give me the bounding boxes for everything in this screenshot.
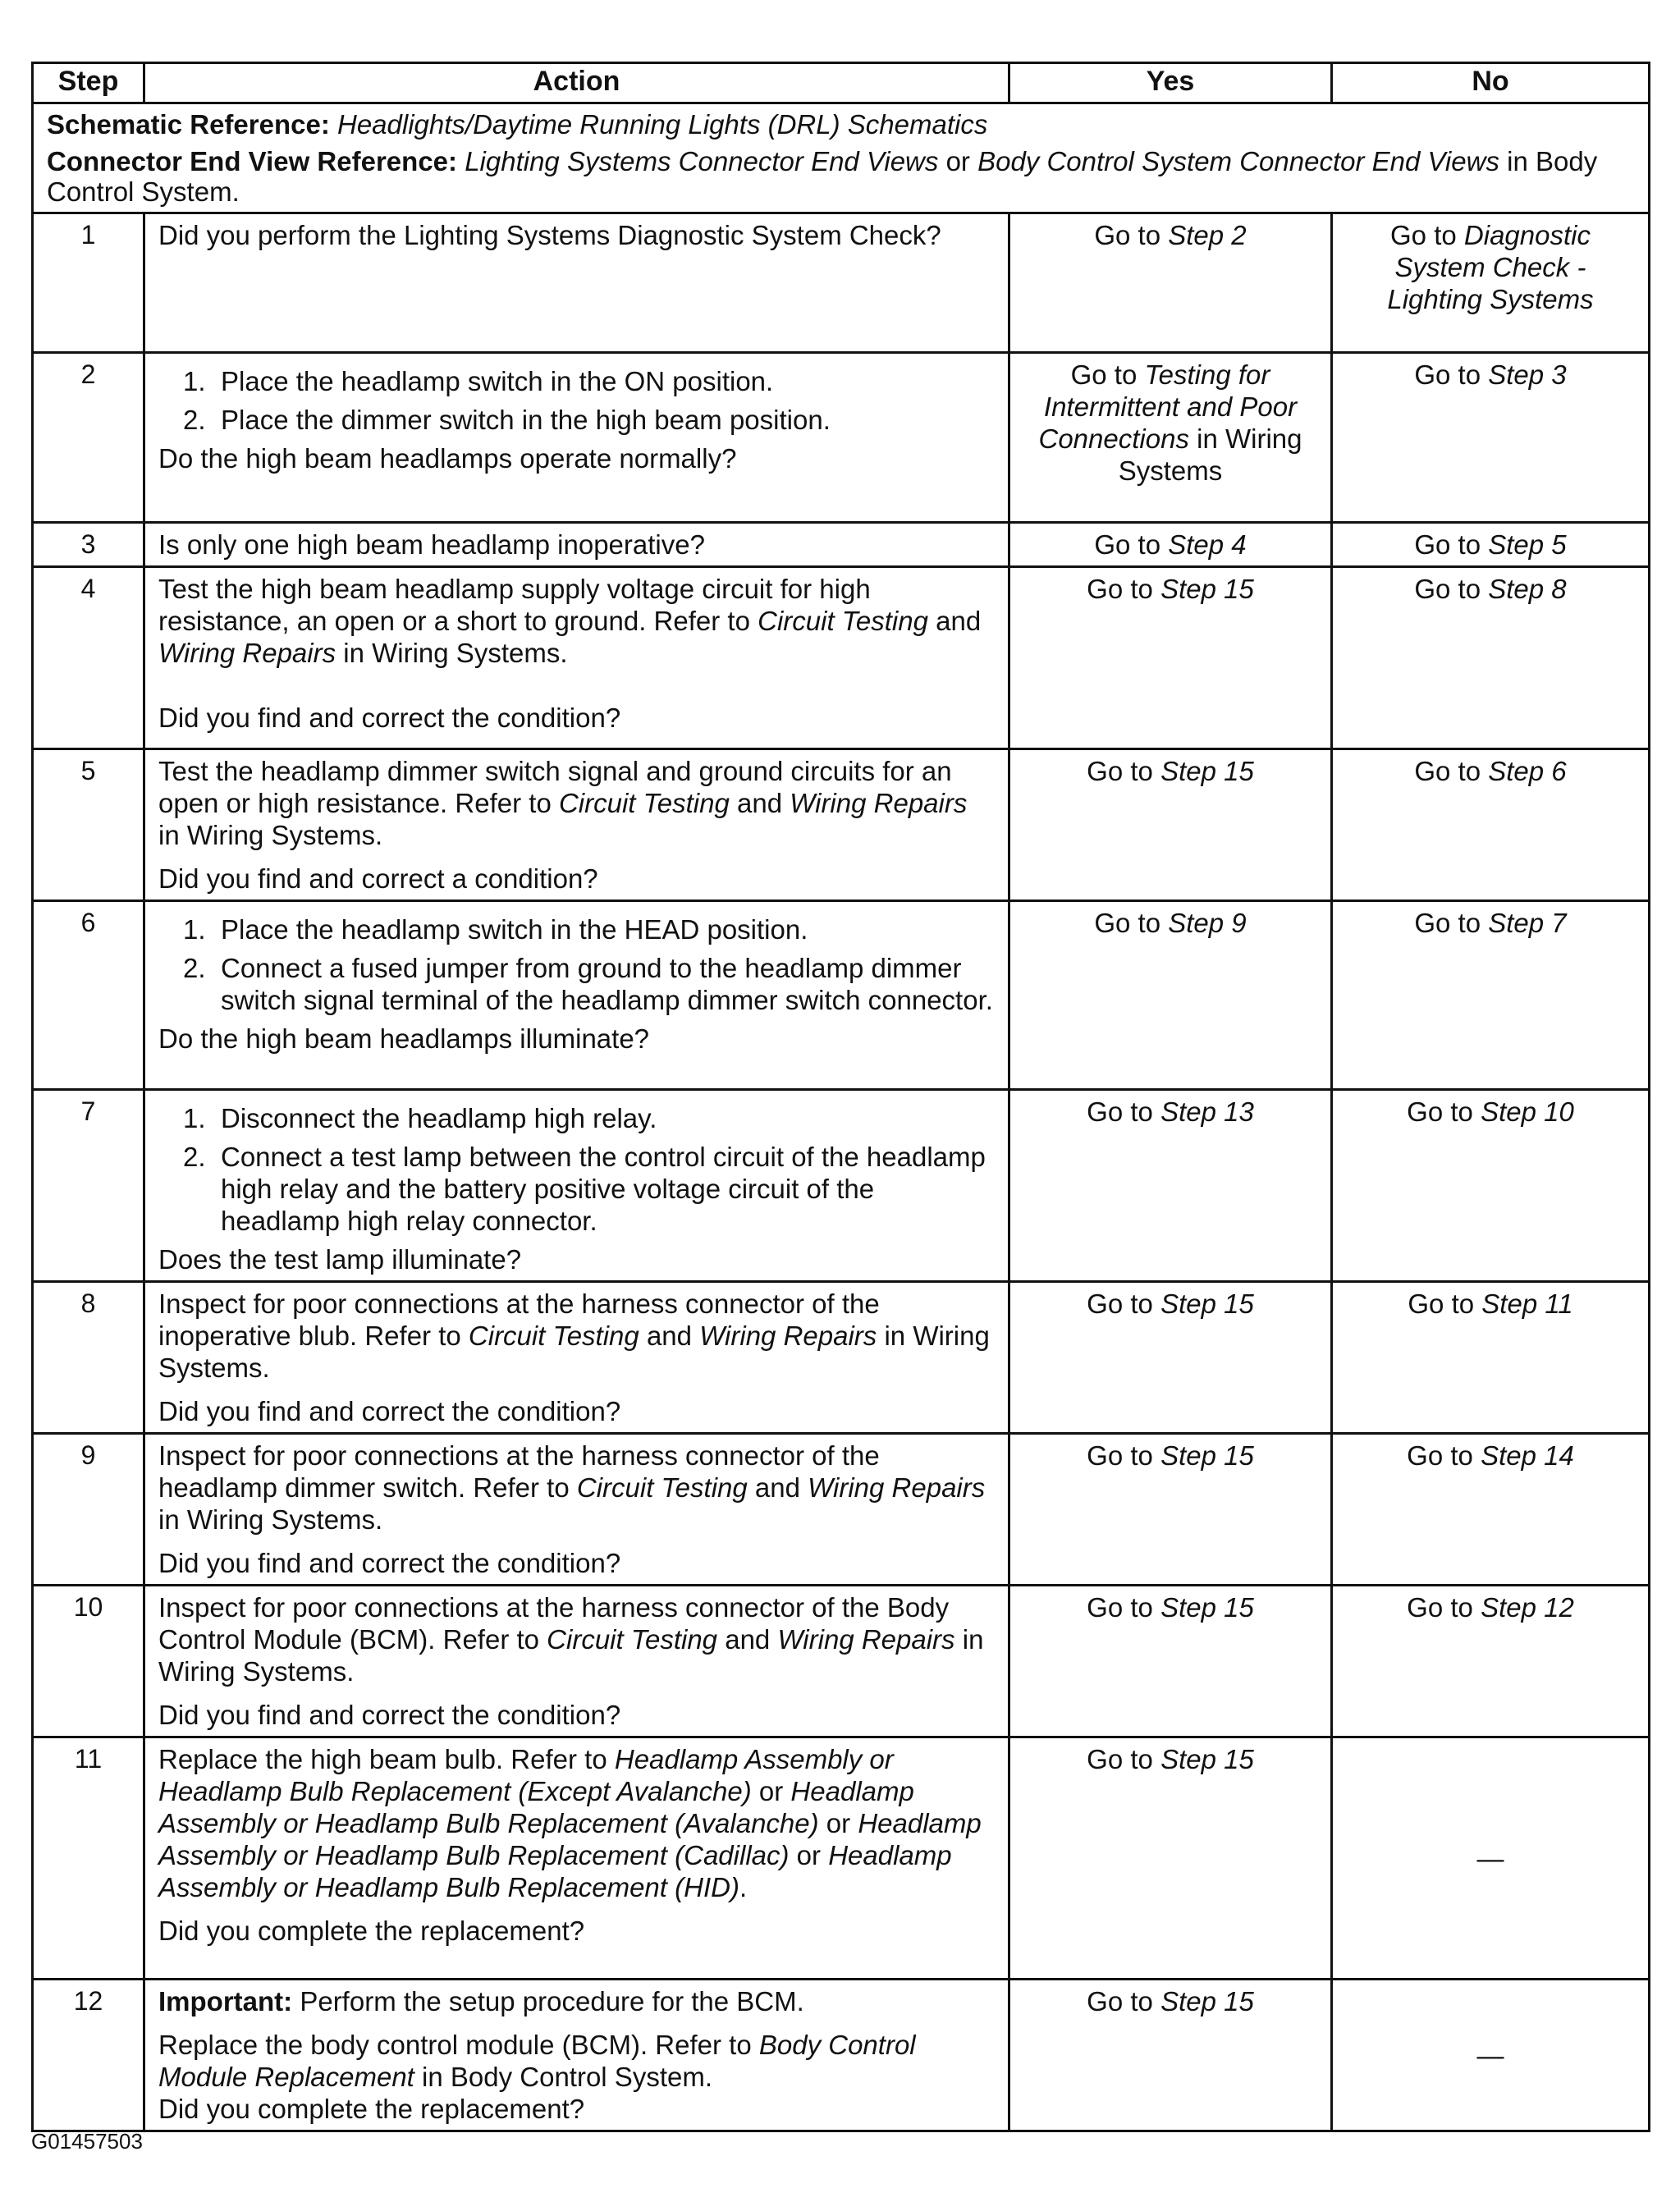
table-row bbox=[33, 1737, 1650, 1980]
no-result: Go to Step 11 bbox=[1332, 1282, 1650, 1434]
table-row bbox=[33, 1586, 1650, 1737]
no-result: Go to Step 10 bbox=[1332, 1090, 1650, 1282]
step-action: Important: Perform the setup procedure for the BCM. Replace the body control module (BCM). Refer to Body Control Module Replacement in Body Control System. Did you complete the replacement? bbox=[144, 1980, 1009, 2131]
no-result: Go to Step 6 bbox=[1332, 749, 1650, 901]
list-item: 2. Place the dimmer switch in the high beam position. bbox=[183, 405, 831, 435]
step-action: Did you perform the Lighting Systems Diagnostic System Check? bbox=[144, 213, 1009, 353]
step-action: Inspect for poor connections at the harness connector of the headlamp dimmer switch. Refer to Circuit Testing and Wiring Repairs in Wiring Systems. Did you find and correct the condition? bbox=[144, 1434, 1009, 1586]
list-item: 1. Place the headlamp switch in the ON position. bbox=[183, 366, 774, 396]
no-result: Go to Step 3 bbox=[1332, 353, 1650, 523]
step-number: 2 bbox=[33, 353, 144, 523]
step-number: 9 bbox=[33, 1434, 144, 1586]
table-row bbox=[33, 353, 1650, 523]
step-number: 6 bbox=[33, 901, 144, 1090]
yes-result: Go to Step 2 bbox=[1009, 213, 1332, 353]
schematic-reference: Schematic Reference: Headlights/Daytime Running Lights (DRL) Schematics bbox=[47, 109, 988, 140]
list-item: 2. Connect a fused jumper from ground to the headlamp dimmer switch signal terminal of the headlamp dimmer switch connector. bbox=[183, 953, 993, 1015]
table-row bbox=[33, 213, 1650, 353]
yes-result: Go to Step 15 bbox=[1009, 1434, 1332, 1586]
table-row bbox=[33, 567, 1650, 749]
step-action: Test the headlamp dimmer switch signal and ground circuits for an open or high resistance. Refer to Circuit Testing and Wiring Repairs in Wiring Systems. Did you find and correct a condition? bbox=[144, 749, 1009, 901]
step-action: 1. Disconnect the headlamp high relay. 2. Connect a test lamp between the control circuit of the headlamp high relay and the battery positive voltage circuit of the headlamp high relay connector. Does the test lamp illuminate? bbox=[144, 1090, 1009, 1282]
table-row bbox=[33, 1980, 1650, 2131]
figure-id: G01457503 bbox=[31, 2129, 143, 2154]
no-result: Go to Step 12 bbox=[1332, 1586, 1650, 1737]
important-note: Important: Perform the setup procedure for the BCM. bbox=[158, 1986, 804, 2016]
yes-result: Go to Step 15 bbox=[1009, 1737, 1332, 1980]
step-action: Inspect for poor connections at the harness connector of the inoperative blub. Refer to Circuit Testing and Wiring Repairs in Wiring Systems. Did you find and correct the condition? bbox=[144, 1282, 1009, 1434]
table-row bbox=[33, 1282, 1650, 1434]
no-result: Go to Diagnostic System Check - Lighting Systems bbox=[1332, 213, 1650, 353]
table-row bbox=[33, 1090, 1650, 1282]
step-number: 1 bbox=[33, 213, 144, 353]
no-result: — bbox=[1332, 1737, 1650, 1980]
table-row bbox=[33, 523, 1650, 567]
table-row bbox=[33, 901, 1650, 1090]
no-result: Go to Step 8 bbox=[1332, 567, 1650, 749]
yes-result: Go to Step 4 bbox=[1009, 523, 1332, 567]
list-item: 1. Place the headlamp switch in the HEAD position. bbox=[183, 914, 808, 945]
table-row bbox=[33, 749, 1650, 901]
yes-result: Go to Step 15 bbox=[1009, 1282, 1332, 1434]
step-action: 1. Place the headlamp switch in the HEAD position. 2. Connect a fused jumper from ground to the headlamp dimmer switch signal terminal of the headlamp dimmer switch connector. Do the high beam headlamps illuminate? bbox=[144, 901, 1009, 1090]
list-item: 1. Disconnect the headlamp high relay. bbox=[183, 1103, 657, 1133]
step-number: 7 bbox=[33, 1090, 144, 1282]
step-number: 10 bbox=[33, 1586, 144, 1737]
step-number: 11 bbox=[33, 1737, 144, 1980]
step-action: Test the high beam headlamp supply voltage circuit for high resistance, an open or a short to ground. Refer to Circuit Testing and Wiring Repairs in Wiring Systems. Did you find and correct the condition? bbox=[144, 567, 1009, 749]
no-result: — bbox=[1332, 1980, 1650, 2131]
yes-result: Go to Step 15 bbox=[1009, 567, 1332, 749]
yes-result: Go to Testing for Intermittent and Poor Connections in Wiring Systems bbox=[1009, 353, 1332, 523]
no-result: Go to Step 7 bbox=[1332, 901, 1650, 1090]
yes-result: Go to Step 13 bbox=[1009, 1090, 1332, 1282]
step-action: Replace the high beam bulb. Refer to Headlamp Assembly or Headlamp Bulb Replacement (Except Avalanche) or Headlamp Assembly or Headlamp Bulb Replacement (Avalanche) or Headlamp Assembly or Headlamp Bulb Replacement (Cadillac) or Headlamp Assembly or Headlamp Bulb Replacement (HID). Did you complete the replacement? bbox=[144, 1737, 1009, 1980]
header-row bbox=[33, 63, 1650, 103]
references-row bbox=[33, 103, 1650, 213]
header-yes: Yes bbox=[1009, 63, 1332, 103]
step-number: 8 bbox=[33, 1282, 144, 1434]
step-number: 5 bbox=[33, 749, 144, 901]
step-number: 3 bbox=[33, 523, 144, 567]
list-item: 2. Connect a test lamp between the control circuit of the headlamp high relay and the battery positive voltage circuit of the headlamp high relay connector. bbox=[183, 1142, 986, 1236]
no-result: Go to Step 14 bbox=[1332, 1434, 1650, 1586]
connector-reference: Connector End View Reference: Lighting Systems Connector End Views or Body Control System Connector End Views in Body Control System. bbox=[47, 146, 1598, 207]
yes-result: Go to Step 15 bbox=[1009, 1586, 1332, 1737]
header-action: Action bbox=[144, 63, 1009, 103]
step-number: 4 bbox=[33, 567, 144, 749]
yes-result: Go to Step 15 bbox=[1009, 1980, 1332, 2131]
header-no: No bbox=[1332, 63, 1650, 103]
header-step: Step bbox=[33, 63, 144, 103]
table-row bbox=[33, 1434, 1650, 1586]
step-action: Inspect for poor connections at the harness connector of the Body Control Module (BCM). Refer to Circuit Testing and Wiring Repairs in Wiring Systems. Did you find and correct the condition? bbox=[144, 1586, 1009, 1737]
step-action: Is only one high beam headlamp inoperative? bbox=[144, 523, 1009, 567]
diagnostic-table bbox=[31, 62, 1650, 2132]
yes-result: Go to Step 15 bbox=[1009, 749, 1332, 901]
yes-result: Go to Step 9 bbox=[1009, 901, 1332, 1090]
no-result: Go to Step 5 bbox=[1332, 523, 1650, 567]
step-number: 12 bbox=[33, 1980, 144, 2131]
references-cell bbox=[33, 103, 1650, 213]
step-action: 1. Place the headlamp switch in the ON position. 2. Place the dimmer switch in the high beam position. Do the high beam headlamps operate normally? bbox=[144, 353, 1009, 523]
